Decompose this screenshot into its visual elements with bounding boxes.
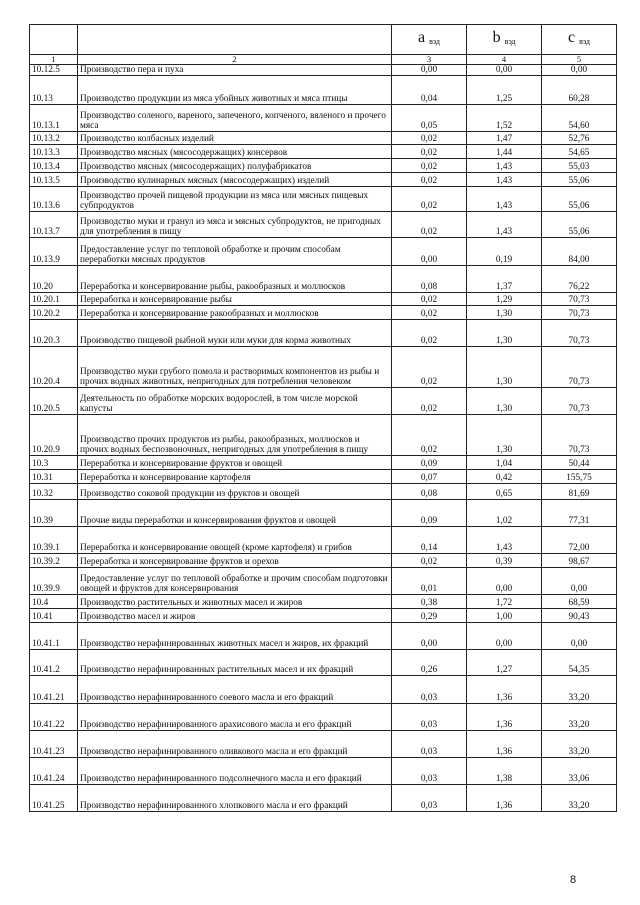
column-index-cell: 2 — [78, 55, 392, 65]
activity-name-cell: Переработка и консервирование фруктов и овощей — [78, 456, 392, 470]
value-c-cell: 76,22 — [542, 266, 617, 293]
value-b-cell: 0,00 — [467, 65, 542, 76]
activity-name-cell: Производство муки и гранул из мяса и мясных субпродуктов, не пригодных для употребления в пищу — [78, 212, 392, 238]
okved-code-cell: 10.13.4 — [30, 159, 78, 173]
table-row — [30, 595, 617, 609]
table-row — [30, 650, 617, 676]
value-b-cell: 1,36 — [467, 731, 542, 758]
column-index-cell: 5 — [542, 55, 617, 65]
activity-name-cell: Производство продукции из мяса убойных животных и мяса птицы — [78, 76, 392, 105]
value-b-cell: 0,65 — [467, 484, 542, 500]
header-b-main: b — [492, 29, 501, 47]
header-code-cell — [30, 25, 78, 55]
header-col-b — [467, 25, 542, 55]
column-index-cell: 3 — [392, 55, 467, 65]
activity-name-cell: Производство растительных и животных масел и жиров — [78, 595, 392, 609]
okved-code-cell: 10.41.21 — [30, 676, 78, 704]
activity-name-cell: Переработка и консервирование овощей (кроме картофеля) и грибов — [78, 527, 392, 554]
table-row — [30, 731, 617, 758]
value-c-cell: 55,06 — [542, 173, 617, 187]
table-row — [30, 238, 617, 266]
activity-name-cell: Производство нерафинированного соевого масла и его фракций — [78, 676, 392, 704]
table-row — [30, 65, 617, 76]
table-row — [30, 500, 617, 527]
value-a-cell: 0,02 — [392, 159, 467, 173]
table-row — [30, 456, 617, 470]
value-b-cell: 1,43 — [467, 187, 542, 212]
activity-name-cell: Производство нерафинированного оливкового масла и его фракций — [78, 731, 392, 758]
table-row — [30, 76, 617, 105]
value-c-cell: 54,65 — [542, 145, 617, 159]
header-col-c — [542, 25, 617, 55]
okved-code-cell: 10.39.9 — [30, 568, 78, 595]
okved-code-cell: 10.20.1 — [30, 293, 78, 306]
table-row — [30, 484, 617, 500]
value-a-cell: 0,02 — [392, 388, 467, 415]
header-col-a — [392, 25, 467, 55]
value-a-cell: 0,04 — [392, 76, 467, 105]
okved-code-cell: 10.41.2 — [30, 650, 78, 676]
table-row — [30, 159, 617, 173]
value-a-cell: 0,02 — [392, 187, 467, 212]
activity-name-cell: Производство нерафинированного арахисового масла и его фракций — [78, 704, 392, 731]
value-a-cell: 0,03 — [392, 676, 467, 704]
table-row — [30, 415, 617, 456]
table-row — [30, 347, 617, 388]
okved-code-cell: 10.20.2 — [30, 306, 78, 320]
column-index-row — [30, 55, 617, 65]
okved-code-cell: 10.41.25 — [30, 785, 78, 812]
activity-name-cell: Производство соленого, вареного, запеченого, копченого, вяленого и прочего мяса — [78, 105, 392, 132]
value-c-cell: 33,20 — [542, 785, 617, 812]
value-a-cell: 0,00 — [392, 623, 467, 650]
value-c-cell: 0,00 — [542, 623, 617, 650]
page-number: 8 — [570, 874, 577, 886]
table-row — [30, 173, 617, 187]
value-a-cell: 0,00 — [392, 65, 467, 76]
value-b-cell: 0,19 — [467, 238, 542, 266]
activity-name-cell: Производство прочих продуктов из рыбы, ракообразных, моллюсков и прочих водных беспозвоночных, непригодных для употребления в пищу — [78, 415, 392, 456]
value-c-cell: 55,03 — [542, 159, 617, 173]
table-row — [30, 266, 617, 293]
value-a-cell: 0,03 — [392, 785, 467, 812]
value-b-cell: 0,39 — [467, 554, 542, 568]
table-row — [30, 105, 617, 132]
value-a-cell: 0,38 — [392, 595, 467, 609]
table-row — [30, 704, 617, 731]
table-row — [30, 785, 617, 812]
value-c-cell: 72,00 — [542, 527, 617, 554]
value-b-cell: 1,30 — [467, 306, 542, 320]
value-c-cell: 84,00 — [542, 238, 617, 266]
value-a-cell: 0,02 — [392, 293, 467, 306]
value-a-cell: 0,03 — [392, 704, 467, 731]
value-c-cell: 98,67 — [542, 554, 617, 568]
value-c-cell: 70,73 — [542, 388, 617, 415]
value-b-cell: 1,30 — [467, 388, 542, 415]
okved-code-cell: 10.4 — [30, 595, 78, 609]
activity-name-cell: Деятельность по обработке морских водорослей, в том числе морской капусты — [78, 388, 392, 415]
okved-code-cell: 10.41.22 — [30, 704, 78, 731]
activity-name-cell: Производство муки грубого помола и растворимых компонентов из рыбы и прочих водных животных, непригодных для потребления человеком — [78, 347, 392, 388]
okved-code-cell: 10.13.9 — [30, 238, 78, 266]
okved-code-cell: 10.41.1 — [30, 623, 78, 650]
okved-code-cell: 10.13.2 — [30, 132, 78, 145]
activity-name-cell: Производство нерафинированных животных масел и жиров, их фракций — [78, 623, 392, 650]
value-b-cell: 0,42 — [467, 470, 542, 484]
value-b-cell: 1,52 — [467, 105, 542, 132]
activity-name-cell: Производство колбасных изделий — [78, 132, 392, 145]
activity-name-cell: Предоставление услуг по тепловой обработке и прочим способам переработки мясных продуктов — [78, 238, 392, 266]
value-c-cell: 50,44 — [542, 456, 617, 470]
value-a-cell: 0,09 — [392, 500, 467, 527]
value-a-cell: 0,05 — [392, 105, 467, 132]
value-c-cell: 70,73 — [542, 415, 617, 456]
activity-name-cell: Переработка и консервирование картофеля — [78, 470, 392, 484]
value-c-cell: 33,20 — [542, 676, 617, 704]
value-a-cell: 0,02 — [392, 173, 467, 187]
value-c-cell: 90,43 — [542, 609, 617, 623]
value-c-cell: 33,20 — [542, 704, 617, 731]
value-a-cell: 0,08 — [392, 266, 467, 293]
header-row — [30, 25, 617, 55]
value-a-cell: 0,02 — [392, 132, 467, 145]
value-a-cell: 0,02 — [392, 145, 467, 159]
okved-code-cell: 10.13.5 — [30, 173, 78, 187]
value-a-cell: 0,02 — [392, 415, 467, 456]
value-a-cell: 0,02 — [392, 212, 467, 238]
value-c-cell: 70,73 — [542, 320, 617, 347]
table-row — [30, 132, 617, 145]
table-row — [30, 293, 617, 306]
okved-code-cell: 10.13 — [30, 76, 78, 105]
activity-name-cell: Производство нерафинированного хлопкового масла и его фракций — [78, 785, 392, 812]
value-b-cell: 1,36 — [467, 704, 542, 731]
okved-code-cell: 10.31 — [30, 470, 78, 484]
okved-code-cell: 10.20 — [30, 266, 78, 293]
value-a-cell: 0,08 — [392, 484, 467, 500]
value-c-cell: 77,31 — [542, 500, 617, 527]
okved-code-cell: 10.41.23 — [30, 731, 78, 758]
value-b-cell: 1,43 — [467, 159, 542, 173]
value-c-cell: 54,60 — [542, 105, 617, 132]
activity-name-cell: Предоставление услуг по тепловой обработке и прочим способам подготовки овощей и фруктов для консервирования — [78, 568, 392, 595]
okved-code-cell: 10.39 — [30, 500, 78, 527]
okved-code-cell: 10.13.7 — [30, 212, 78, 238]
table-row — [30, 676, 617, 704]
value-c-cell: 55,06 — [542, 212, 617, 238]
activity-name-cell: Переработка и консервирование фруктов и орехов — [78, 554, 392, 568]
okved-code-cell: 10.41.24 — [30, 758, 78, 785]
activity-name-cell: Производство мясных (мясосодержащих) полуфабрикатов — [78, 159, 392, 173]
value-a-cell: 0,26 — [392, 650, 467, 676]
activity-name-cell: Производство прочей пищевой продукции из мяса или мясных пищевых субпродуктов — [78, 187, 392, 212]
header-a-sub: вэд — [429, 37, 440, 47]
table-row — [30, 470, 617, 484]
value-b-cell: 1,38 — [467, 758, 542, 785]
table-row — [30, 145, 617, 159]
value-c-cell: 68,59 — [542, 595, 617, 609]
value-a-cell: 0,02 — [392, 347, 467, 388]
value-b-cell: 1,25 — [467, 76, 542, 105]
value-b-cell: 1,04 — [467, 456, 542, 470]
value-b-cell: 1,43 — [467, 173, 542, 187]
value-c-cell: 54,35 — [542, 650, 617, 676]
header-a-main: a — [418, 29, 426, 47]
value-b-cell: 1,36 — [467, 785, 542, 812]
okved-code-cell: 10.39.1 — [30, 527, 78, 554]
value-b-cell: 1,47 — [467, 132, 542, 145]
header-c-sub: вэд — [579, 37, 590, 47]
activity-name-cell: Производство нерафинированного подсолнечного масла и его фракций — [78, 758, 392, 785]
value-c-cell: 155,75 — [542, 470, 617, 484]
table-row — [30, 623, 617, 650]
table-row — [30, 609, 617, 623]
value-a-cell: 0,14 — [392, 527, 467, 554]
activity-name-cell: Прочие виды переработки и консервирования фруктов и овощей — [78, 500, 392, 527]
table-body — [30, 25, 617, 812]
okved-code-cell: 10.13.6 — [30, 187, 78, 212]
value-c-cell: 81,69 — [542, 484, 617, 500]
table-row — [30, 554, 617, 568]
value-a-cell: 0,29 — [392, 609, 467, 623]
okved-code-cell: 10.3 — [30, 456, 78, 470]
okved-code-cell: 10.12.5 — [30, 65, 78, 76]
value-c-cell: 33,20 — [542, 731, 617, 758]
activity-name-cell: Производство нерафинированных растительных масел и их фракций — [78, 650, 392, 676]
table-row — [30, 320, 617, 347]
value-c-cell: 52,76 — [542, 132, 617, 145]
value-c-cell: 60,28 — [542, 76, 617, 105]
activity-name-cell: Производство пищевой рыбной муки или муки для корма животных — [78, 320, 392, 347]
coefficients-table — [29, 24, 617, 812]
value-a-cell: 0,01 — [392, 568, 467, 595]
value-b-cell: 1,30 — [467, 320, 542, 347]
value-c-cell: 33,06 — [542, 758, 617, 785]
table-row — [30, 212, 617, 238]
value-a-cell: 0,00 — [392, 238, 467, 266]
value-c-cell: 0,00 — [542, 568, 617, 595]
value-b-cell: 1,29 — [467, 293, 542, 306]
activity-name-cell: Переработка и консервирование рыбы — [78, 293, 392, 306]
value-b-cell: 0,00 — [467, 568, 542, 595]
okved-code-cell: 10.20.9 — [30, 415, 78, 456]
okved-code-cell: 10.20.3 — [30, 320, 78, 347]
activity-name-cell: Производство пера и пуха — [78, 65, 392, 76]
value-b-cell: 1,36 — [467, 676, 542, 704]
value-a-cell: 0,03 — [392, 731, 467, 758]
activity-name-cell: Производство мясных (мясосодержащих) консервов — [78, 145, 392, 159]
table-row — [30, 187, 617, 212]
header-c-main: c — [568, 29, 576, 47]
value-c-cell: 55,06 — [542, 187, 617, 212]
okved-code-cell: 10.20.4 — [30, 347, 78, 388]
value-c-cell: 70,73 — [542, 306, 617, 320]
activity-name-cell: Переработка и консервирование ракообразных и моллюсков — [78, 306, 392, 320]
okved-code-cell: 10.32 — [30, 484, 78, 500]
activity-name-cell: Производство кулинарных мясных (мясосодержащих) изделий — [78, 173, 392, 187]
okved-code-cell: 10.20.5 — [30, 388, 78, 415]
activity-name-cell: Переработка и консервирование рыбы, ракообразных и моллюсков — [78, 266, 392, 293]
value-b-cell: 1,72 — [467, 595, 542, 609]
value-a-cell: 0,09 — [392, 456, 467, 470]
value-b-cell: 1,00 — [467, 609, 542, 623]
value-a-cell: 0,03 — [392, 758, 467, 785]
table-row — [30, 388, 617, 415]
value-a-cell: 0,07 — [392, 470, 467, 484]
value-c-cell: 70,73 — [542, 293, 617, 306]
value-b-cell: 1,44 — [467, 145, 542, 159]
activity-name-cell: Производство соковой продукции из фруктов и овощей — [78, 484, 392, 500]
table-row — [30, 306, 617, 320]
value-c-cell: 0,00 — [542, 65, 617, 76]
okved-code-cell: 10.13.3 — [30, 145, 78, 159]
value-b-cell: 0,00 — [467, 623, 542, 650]
value-a-cell: 0,02 — [392, 554, 467, 568]
table-row — [30, 527, 617, 554]
header-b-sub: вэд — [504, 37, 516, 47]
value-b-cell: 1,27 — [467, 650, 542, 676]
activity-name-cell: Производство масел и жиров — [78, 609, 392, 623]
table-row — [30, 758, 617, 785]
value-a-cell: 0,02 — [392, 306, 467, 320]
okved-code-cell: 10.13.1 — [30, 105, 78, 132]
header-name-cell — [78, 25, 392, 55]
okved-code-cell: 10.39.2 — [30, 554, 78, 568]
value-b-cell: 1,02 — [467, 500, 542, 527]
value-c-cell: 70,73 — [542, 347, 617, 388]
table-row — [30, 568, 617, 595]
value-a-cell: 0,02 — [392, 320, 467, 347]
value-b-cell: 1,30 — [467, 415, 542, 456]
value-b-cell: 1,43 — [467, 212, 542, 238]
value-b-cell: 1,30 — [467, 347, 542, 388]
value-b-cell: 1,43 — [467, 527, 542, 554]
column-index-cell: 1 — [30, 55, 78, 65]
okved-code-cell: 10.41 — [30, 609, 78, 623]
column-index-cell: 4 — [467, 55, 542, 65]
value-b-cell: 1,37 — [467, 266, 542, 293]
